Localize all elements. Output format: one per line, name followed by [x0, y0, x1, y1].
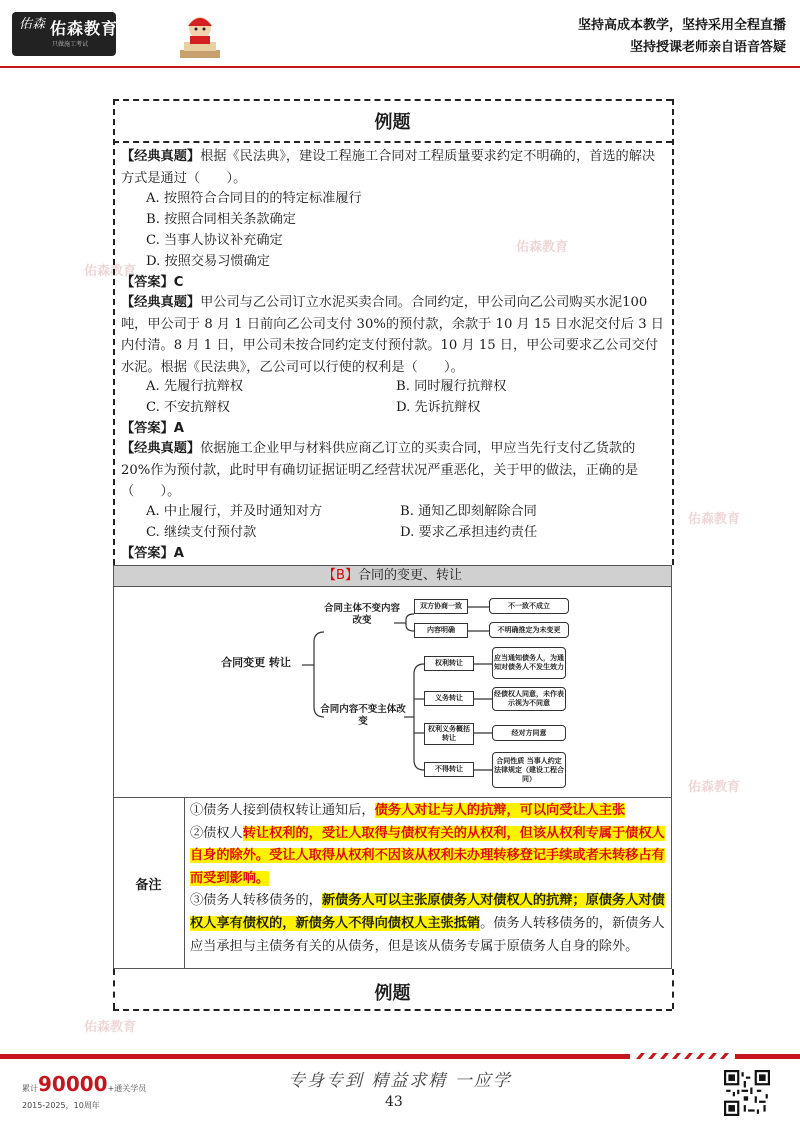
- footer-motto: 专身专到 精益求精 一应学: [288, 1071, 512, 1091]
- mind-map-branch-1: 合同主体不变内容改变: [323, 603, 400, 626]
- watermark: 佑森教育: [688, 512, 741, 527]
- footer-student-count: 累计90000+通关学员: [22, 1072, 147, 1096]
- q2-option-d: D. 先诉抗辩权: [396, 400, 481, 415]
- node-label: 权利义务概括转让: [424, 723, 474, 745]
- example-title-divider: [113, 141, 672, 143]
- q1-option-b: B. 按照合同相关条款确定: [146, 212, 296, 227]
- node-result: 应当通知债务人，为通知对债务人不发生效力: [492, 647, 566, 679]
- watermark: 佑森教育: [516, 240, 569, 255]
- q1-option-d: D. 按照交易习惯确定: [146, 254, 270, 269]
- node-label: 内容明确: [414, 623, 468, 638]
- qr-code-icon: [724, 1070, 770, 1116]
- node-result: 经对方同意: [492, 725, 566, 741]
- slogan-line-2: 坚持授课老师亲自语音答疑: [629, 40, 786, 55]
- q2-option-a: A. 先履行抗辩权: [146, 379, 244, 394]
- watermark: 佑森教育: [688, 780, 741, 795]
- example-title-bottom: 例题: [374, 983, 411, 1004]
- note-label: 备注: [113, 798, 185, 969]
- question-3: [121, 438, 666, 503]
- section-badge: 【B】: [323, 568, 358, 583]
- question-tag: 【经典真题】: [121, 441, 201, 456]
- q3-option-d: D. 要求乙承担违约责任: [400, 525, 538, 540]
- question-stem: 依据施工企业甲与材料供应商乙订立的买卖合同，甲应当先行支付乙货款的 20%作为预付款，此时甲有确切证据证明乙经营状况严重恶化，关于甲的做法，正确的是（ ）。: [121, 441, 639, 499]
- page-number: 43: [385, 1094, 403, 1110]
- table-header: [113, 565, 672, 587]
- q2-option-c: C. 不安抗辩权: [146, 400, 230, 415]
- q1-option-c: C. 当事人协议补充确定: [146, 233, 283, 248]
- node-label: 权利转让: [424, 656, 474, 671]
- mind-map-root: 合同变更 转让: [221, 656, 291, 669]
- slogan-line-1: 坚持高成本教学，坚持采用全程直播: [577, 18, 786, 33]
- mascot-icon: [176, 10, 224, 66]
- question-stem: 根据《民法典》，建设工程施工合同对工程质量要求约定不明确的，首选的解决方式是通过（ ）。: [121, 149, 656, 186]
- node-result: 不明确推定为未变更: [489, 622, 569, 638]
- q3-option-c: C. 继续支付预付款: [146, 525, 257, 540]
- q1-option-a: A. 按照符合合同目的的特定标准履行: [146, 191, 362, 206]
- logo-subtitle: 只做施工考试: [52, 41, 89, 48]
- footer-years: 2015-2025，10周年: [22, 1101, 100, 1110]
- q3-option-a: A. 中止履行，并及时通知对方: [146, 504, 323, 519]
- node-label: 双方协商一致: [414, 599, 468, 614]
- mind-map: [113, 587, 672, 798]
- example-title: 例题: [374, 112, 411, 133]
- question-2: [121, 292, 666, 378]
- question-tag: 【经典真题】: [121, 295, 201, 310]
- logo-name: 佑森教育: [50, 19, 119, 38]
- question-tag: 【经典真题】: [121, 149, 201, 164]
- node-result: 经债权人同意，未作表示视为不同意: [492, 687, 566, 711]
- header-divider: [0, 66, 800, 68]
- footer-stripe: [0, 1052, 800, 1060]
- logo-seal: 佑森: [18, 17, 45, 32]
- mind-map-branch-2: 合同内容不变主体改变: [320, 704, 406, 727]
- q1-answer: 【答案】C: [121, 275, 184, 290]
- node-result: 不一致不成立: [489, 598, 569, 614]
- q3-option-b: B. 通知乙即刻解除合同: [400, 504, 537, 519]
- question-stem: 甲公司与乙公司订立水泥买卖合同。合同约定，甲公司向乙公司购买水泥100吨，甲公司于 8 月 1 日前向乙公司支付 30%的预付款，余款于 10 月 15 日水泥交付后 3 日内付清。8 月 1 日，甲公司未按合同约定支付预付款。10 月 15 日，甲公司要求乙公司交付水泥。根据《民法典》，乙公司可以行使的权利是（ ）。: [121, 295, 664, 375]
- watermark: 佑森教育: [84, 1020, 137, 1035]
- watermark: 佑森教育: [84, 264, 137, 279]
- table-title: 合同的变更、转让: [357, 568, 462, 583]
- q3-answer: 【答案】A: [121, 546, 184, 561]
- q2-answer: 【答案】A: [121, 421, 184, 436]
- example-box-bottom-border: [113, 1009, 672, 1011]
- node-result: 合同性质 当事人约定 法律规定（建设工程合同）: [492, 752, 566, 788]
- note-content: ①债务人接到债权转让通知后，债务人对让与人的抗辩，可以向受让人主张 ②债权人转让权利的，受让人取得与债权有关的从权利，但该从权利专属于债权人自身的除外。受让人取得从权利不因该从权利未办理转移登记手续或者未转移占有而受到影响。 ③债务人转移债务的，新债务人可以主张原债务人对债权人的抗辩；原债务人对债权人享有债权的，新债务人不得向债权人主张抵销。债务人转移债务的，新债务人应当承担与主债务有关的从债务，但是该从债务专属于原债务人自身的除外。: [190, 803, 665, 954]
- node-label: 义务转让: [424, 691, 474, 706]
- node-label: 不得转让: [424, 762, 474, 777]
- q2-option-b: B. 同时履行抗辩权: [396, 379, 507, 394]
- question-1: [121, 146, 666, 189]
